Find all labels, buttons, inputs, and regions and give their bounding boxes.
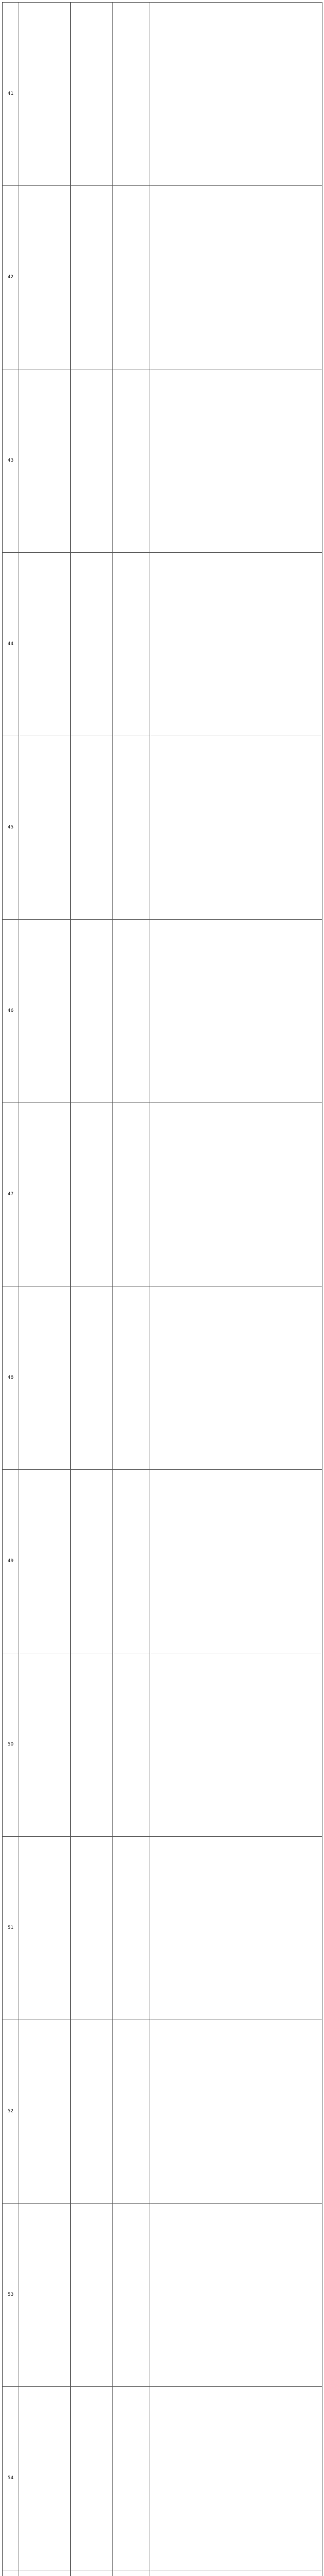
application-number (19, 553, 71, 736)
application-number (19, 369, 71, 553)
table-row (3, 3, 322, 186)
row-number: 52 (3, 2020, 19, 2204)
row-number: 45 (3, 736, 19, 920)
row-extra-cell (113, 920, 150, 1103)
table-row (3, 2020, 322, 2204)
patent-description (150, 2387, 322, 2570)
patent-table (2, 2, 322, 2576)
row-number (3, 2570, 19, 2576)
row-extra-cell (113, 553, 150, 736)
patent-description (150, 2020, 322, 2204)
table-row (3, 1837, 322, 2020)
application-number (19, 3, 71, 186)
patent-title (71, 2570, 113, 2576)
table-row (3, 186, 322, 369)
patent-title (71, 736, 113, 920)
table-row (3, 1103, 322, 1286)
application-number (19, 1837, 71, 2020)
row-number: 53 (3, 2204, 19, 2387)
patent-table-body (3, 3, 322, 2576)
row-extra-cell (113, 1837, 150, 2020)
row-number: 46 (3, 920, 19, 1103)
row-number: 47 (3, 1103, 19, 1286)
application-number (19, 2570, 71, 2576)
table-row (3, 553, 322, 736)
patent-title (71, 2020, 113, 2204)
row-extra-cell (113, 1103, 150, 1286)
patent-description (150, 736, 322, 920)
table-row (3, 1286, 322, 1470)
row-extra-cell (113, 1470, 150, 1653)
application-number (19, 2020, 71, 2204)
application-number (19, 2204, 71, 2387)
row-extra-cell (113, 2020, 150, 2204)
patent-description (150, 186, 322, 369)
row-number: 51 (3, 1837, 19, 2020)
patent-title (71, 1470, 113, 1653)
row-extra-cell (113, 3, 150, 186)
row-number: 49 (3, 1470, 19, 1653)
table-row (3, 1470, 322, 1653)
row-extra-cell (113, 1653, 150, 1837)
patent-title (71, 2387, 113, 2570)
row-number: 44 (3, 553, 19, 736)
patent-title (71, 1103, 113, 1286)
patent-description (150, 1103, 322, 1286)
application-number (19, 2387, 71, 2570)
patent-description (150, 1653, 322, 1837)
table-row (3, 1653, 322, 1837)
patent-description (150, 3, 322, 186)
row-extra-cell (113, 2570, 150, 2576)
table-row (3, 2204, 322, 2387)
patent-title (71, 1837, 113, 2020)
application-number (19, 1653, 71, 1837)
application-number (19, 736, 71, 920)
application-number (19, 1470, 71, 1653)
patent-title (71, 186, 113, 369)
application-number (19, 1286, 71, 1470)
row-extra-cell (113, 2387, 150, 2570)
patent-description (150, 2570, 322, 2576)
patent-title (71, 1653, 113, 1837)
patent-description (150, 369, 322, 553)
row-number: 50 (3, 1653, 19, 1837)
row-number: 41 (3, 3, 19, 186)
application-number (19, 1103, 71, 1286)
row-extra-cell (113, 186, 150, 369)
patent-title (71, 369, 113, 553)
row-number: 48 (3, 1286, 19, 1470)
patent-document (2, 2, 322, 2576)
patent-title (71, 2204, 113, 2387)
patent-description (150, 2204, 322, 2387)
table-row (3, 920, 322, 1103)
table-row (3, 736, 322, 920)
patent-description (150, 1837, 322, 2020)
patent-description (150, 1470, 322, 1653)
table-row (3, 369, 322, 553)
row-number: 42 (3, 186, 19, 369)
row-extra-cell (113, 1286, 150, 1470)
patent-description (150, 920, 322, 1103)
table-row (3, 2570, 322, 2576)
patent-title (71, 3, 113, 186)
row-extra-cell (113, 2204, 150, 2387)
patent-title (71, 920, 113, 1103)
row-extra-cell (113, 736, 150, 920)
row-number: 43 (3, 369, 19, 553)
table-row (3, 2387, 322, 2570)
patent-description (150, 553, 322, 736)
patent-title (71, 553, 113, 736)
row-extra-cell (113, 369, 150, 553)
row-number: 54 (3, 2387, 19, 2570)
patent-title (71, 1286, 113, 1470)
patent-description (150, 1286, 322, 1470)
application-number (19, 186, 71, 369)
application-number (19, 920, 71, 1103)
